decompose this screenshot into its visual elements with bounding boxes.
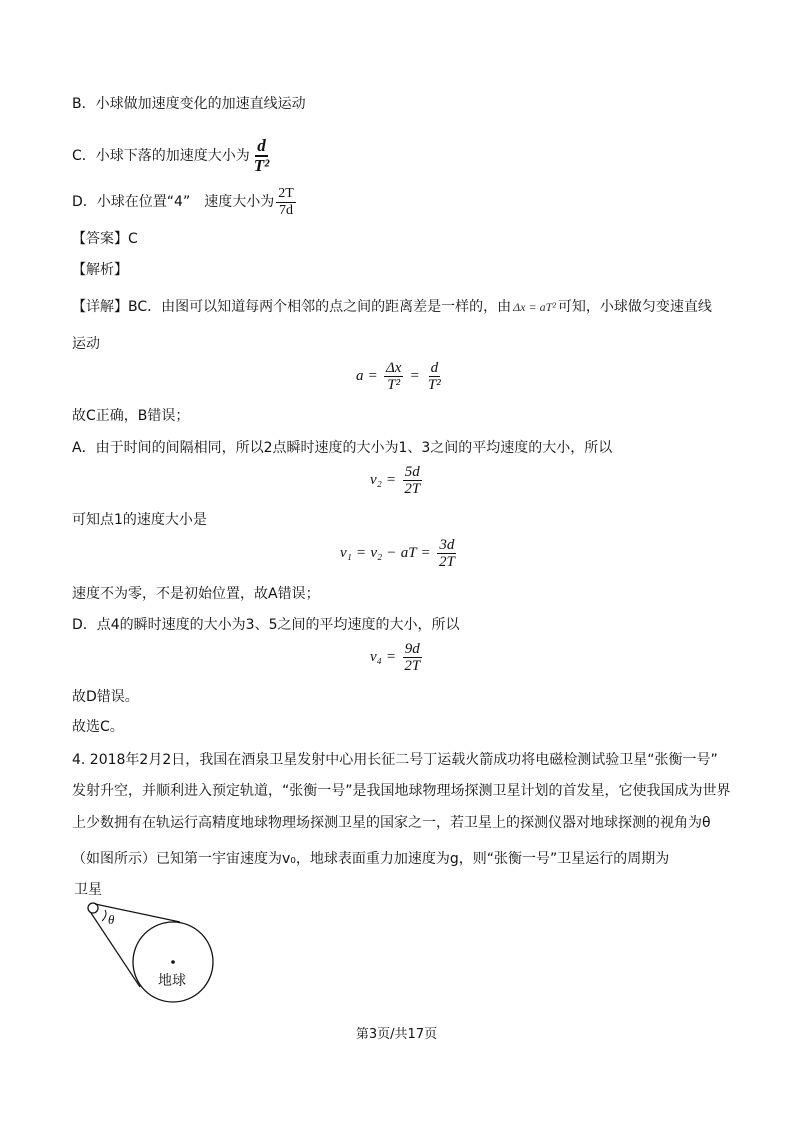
analysis-label: 【解析】 bbox=[72, 262, 128, 278]
option-c-text: C．小球下落的加速度大小为 bbox=[72, 148, 250, 164]
eq1-fraction-2 bbox=[426, 360, 443, 393]
eq2-equals: = bbox=[386, 472, 396, 488]
angle-label: θ bbox=[108, 912, 115, 927]
option-c-denominator: T² bbox=[253, 156, 270, 175]
page-footer: 第3页/共17页 bbox=[355, 1027, 438, 1042]
option-d-numerator: 2T bbox=[278, 185, 294, 201]
eq3-mid-1: v₂ bbox=[370, 545, 383, 561]
part-a-text: A．由于时间的间隔相同，所以2点瞬时速度的大小为1、3之间的平均速度的大小，所以 bbox=[72, 440, 613, 456]
eq3-num: 3d bbox=[439, 537, 455, 553]
satellite-earth-figure bbox=[72, 878, 222, 1003]
option-c-numerator: d bbox=[257, 136, 266, 155]
eq2-fraction bbox=[402, 464, 422, 497]
eq1-fraction-1 bbox=[384, 360, 403, 393]
eq2-num: 5d bbox=[404, 464, 420, 480]
option-b: B．小球做加速度变化的加速直线运动 bbox=[72, 96, 306, 112]
option-d bbox=[72, 182, 298, 222]
detail-label: 【详解】 bbox=[72, 299, 128, 315]
eq3-equals-2: = bbox=[421, 545, 430, 561]
eq1-lhs: a bbox=[356, 368, 364, 384]
eq1-den-1: T² bbox=[387, 377, 401, 393]
detail-text-2: 可知，小球做匀变速直线 bbox=[557, 299, 712, 315]
eq2-den: 2T bbox=[404, 481, 421, 497]
speed-point1-text: 可知点1的速度大小是 bbox=[72, 512, 207, 528]
eq4-den: 2T bbox=[404, 658, 421, 674]
satellite-label: 卫星 bbox=[74, 882, 102, 898]
equation-v1 bbox=[340, 537, 459, 570]
option-c-fraction bbox=[252, 137, 271, 175]
detail-inline-formula: Δx = aT² bbox=[513, 300, 556, 314]
answer-value: C bbox=[128, 231, 138, 247]
conclusion-c: 故C正确，B错误； bbox=[72, 408, 190, 424]
earth-label: 地球 bbox=[158, 973, 186, 989]
option-d-fraction bbox=[276, 186, 296, 219]
equation-v4 bbox=[370, 641, 424, 674]
detail-line bbox=[72, 297, 712, 317]
earth-center-dot bbox=[171, 960, 175, 964]
option-d-denominator: 7d bbox=[278, 202, 293, 218]
eq2-lhs: v₂ bbox=[370, 472, 382, 488]
eq1-equals: = bbox=[368, 368, 377, 384]
eq1-den-2: T² bbox=[427, 377, 441, 393]
eq1-num-2: d bbox=[430, 360, 439, 376]
conclusion-d: 故D错误。 bbox=[72, 689, 139, 705]
eq4-lhs: v₄ bbox=[370, 649, 382, 665]
eq3-lhs: v₁ bbox=[340, 545, 352, 561]
question4-line-1: 4. 2018年2月2日，我国在酒泉卫星发射中心用长征二号丁运载火箭成功将电磁检测试验卫星“张衡一号” bbox=[72, 752, 718, 768]
detail-text-1: BC．由图可以知道每两个相邻的点之间的距离差是一样的，由 bbox=[128, 299, 512, 315]
equation-acceleration bbox=[356, 360, 445, 393]
question4-line-3: 上少数拥有在轨运行高精度地球物理场探测卫星的国家之一，若卫星上的探测仪器对地球探测的视角为θ bbox=[72, 815, 711, 831]
eq4-equals: = bbox=[386, 649, 396, 665]
part-d-text: D．点4的瞬时速度的大小为3、5之间的平均速度的大小，所以 bbox=[72, 617, 460, 633]
answer-line bbox=[72, 229, 138, 249]
tangent-line-lower bbox=[91, 913, 140, 987]
answer-label: 【答案】 bbox=[72, 231, 128, 247]
angle-arc bbox=[102, 910, 106, 921]
question4-line-4: （如图所示）已知第一宇宙速度为v₀，地球表面重力加速度为g，则“张衡一号”卫星运行的周期为 bbox=[72, 851, 670, 867]
detail-line-2: 运动 bbox=[72, 336, 100, 352]
eq3-equals: = bbox=[356, 545, 366, 561]
eq1-num-1: Δx bbox=[385, 360, 402, 376]
eq4-num: 9d bbox=[404, 641, 420, 657]
conclusion-a: 速度不为零，不是初始位置，故A错误； bbox=[72, 586, 320, 602]
question4-line-2: 发射升空，并顺利进入预定轨道，“张衡一号”是我国地球物理场探测卫星计划的首发星，它使我国成为世界 bbox=[72, 783, 731, 799]
eq1-equals-2: = bbox=[410, 368, 419, 384]
eq3-mid-2: aT bbox=[400, 545, 417, 561]
final-choice: 故选C。 bbox=[72, 719, 124, 735]
option-c bbox=[72, 136, 273, 176]
eq3-fraction bbox=[437, 537, 457, 570]
eq3-den: 2T bbox=[439, 554, 455, 570]
equation-v2 bbox=[370, 464, 424, 497]
eq4-fraction bbox=[402, 641, 422, 674]
option-d-text: D．小球在位置“4” 速度大小为 bbox=[72, 194, 275, 210]
eq3-minus: − bbox=[387, 545, 396, 561]
